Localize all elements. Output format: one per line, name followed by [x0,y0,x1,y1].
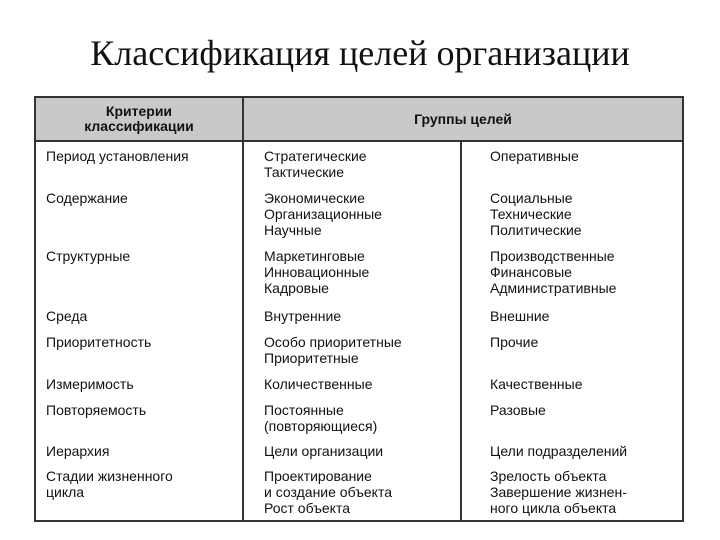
row-group-1: Количественные [264,376,373,392]
row-criteria: Измеримость [46,376,134,392]
row-group-1: Экономические Организационные Научные [264,190,382,238]
row-group-2: Оперативные [490,148,579,164]
header-criteria-label: Критерии классификации [84,103,194,134]
row-group-2: Качественные [490,376,583,392]
row-group-1: Цели организации [264,443,384,459]
row-group-2: Социальные Технические Политические [490,190,582,238]
header-groups-label: Группы целей [414,111,512,127]
classification-table [34,96,684,522]
row-group-2: Прочие [490,334,539,350]
row-group-1: Проектирование и создание объекта Рост объекта [264,468,392,516]
row-criteria: Приоритетность [46,334,152,350]
slide-title: Классификация целей организации [90,33,630,73]
table-header-row [36,98,682,142]
column-divider [460,142,462,520]
row-group-2: Производственные Финансовые Административные [490,248,617,296]
row-criteria: Содержание [46,190,128,206]
row-criteria: Структурные [46,248,131,264]
row-group-2: Зрелость объекта Завершение жизнен- ного цикла объекта [490,468,627,516]
header-criteria [36,98,244,140]
row-criteria: Повторяемость [46,402,147,418]
row-group-1: Постоянные (повторяющиеся) [264,402,378,434]
row-criteria: Период установления [46,148,189,164]
header-groups [244,98,682,140]
row-group-1: Маркетинговые Инновационные Кадровые [264,248,370,296]
row-group-1: Особо приоритетные Приоритетные [264,334,402,366]
row-group-2: Внешние [490,308,550,324]
row-criteria: Среда [46,308,88,324]
row-group-2: Цели подразделений [490,443,628,459]
row-criteria: Иерархия [46,443,110,459]
row-group-1: Стратегические Тактические [264,148,367,180]
column-divider [242,142,244,520]
row-group-1: Внутренние [264,308,342,324]
row-group-2: Разовые [490,402,546,418]
row-criteria: Стадии жизненного цикла [46,468,173,500]
